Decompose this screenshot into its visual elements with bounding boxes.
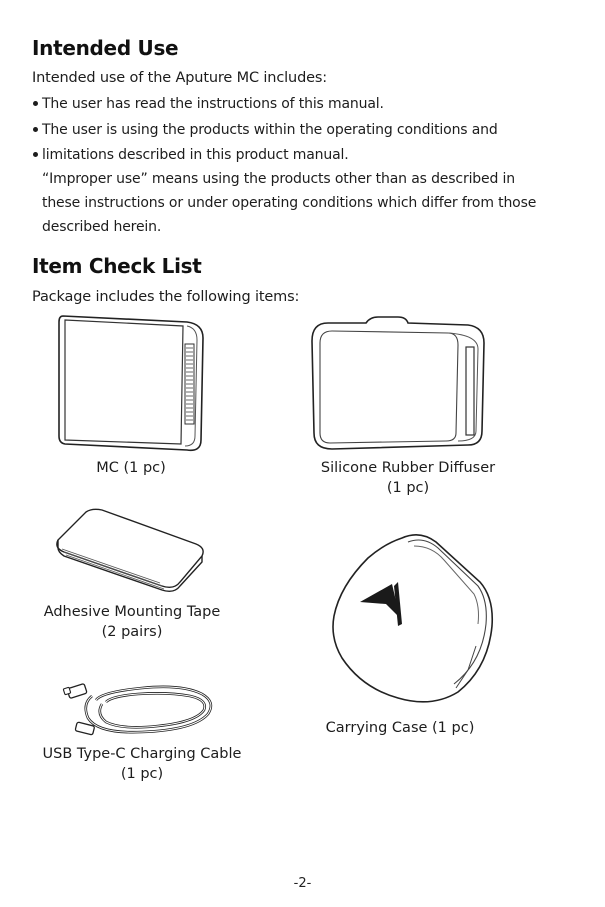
- tape-icon: [50, 506, 208, 594]
- item-check-list-heading: Item Check List: [32, 254, 202, 278]
- item-name: USB Type-C Charging Cable: [42, 746, 242, 762]
- intended-use-intro: Intended use of the Aputure MC includes:: [32, 70, 328, 86]
- item-quantity: (2 pairs): [101, 624, 163, 640]
- item-caption: [55, 458, 207, 478]
- page-number: -2-: [293, 876, 312, 891]
- item-check-list-intro: Package includes the following items:: [32, 289, 300, 305]
- item-name: Carrying Case (1 pc): [325, 720, 475, 736]
- item-caption: [313, 458, 503, 498]
- item-quantity: (1 pc): [386, 480, 430, 496]
- item-quantity: (1 pc): [120, 766, 164, 782]
- item-caption: [313, 718, 487, 738]
- cable-icon: [62, 674, 216, 742]
- improper-use-text: “Improper use” means using the products other than as described in: [42, 171, 516, 187]
- item-caption: [28, 744, 256, 784]
- bullet-item: The user has read the instructions of this manual.: [42, 92, 384, 116]
- bullet-item: The user is using the products within the operating conditions and: [42, 118, 498, 142]
- item-name: Adhesive Mounting Tape: [43, 604, 221, 620]
- case-icon: [328, 528, 498, 706]
- item-caption: [32, 602, 232, 642]
- item-name: Silicone Rubber Diffuser: [320, 460, 496, 476]
- improper-use-text: these instructions or under operating conditions which differ from those: [42, 195, 537, 211]
- bullet-item: limitations described in this product manual.: [42, 143, 349, 167]
- mc-light-icon: [55, 314, 207, 454]
- diffuser-icon: [308, 313, 488, 453]
- intended-use-heading: Intended Use: [32, 36, 179, 60]
- item-name: MC (1 pc): [96, 460, 166, 476]
- improper-use-text: described herein.: [42, 219, 162, 235]
